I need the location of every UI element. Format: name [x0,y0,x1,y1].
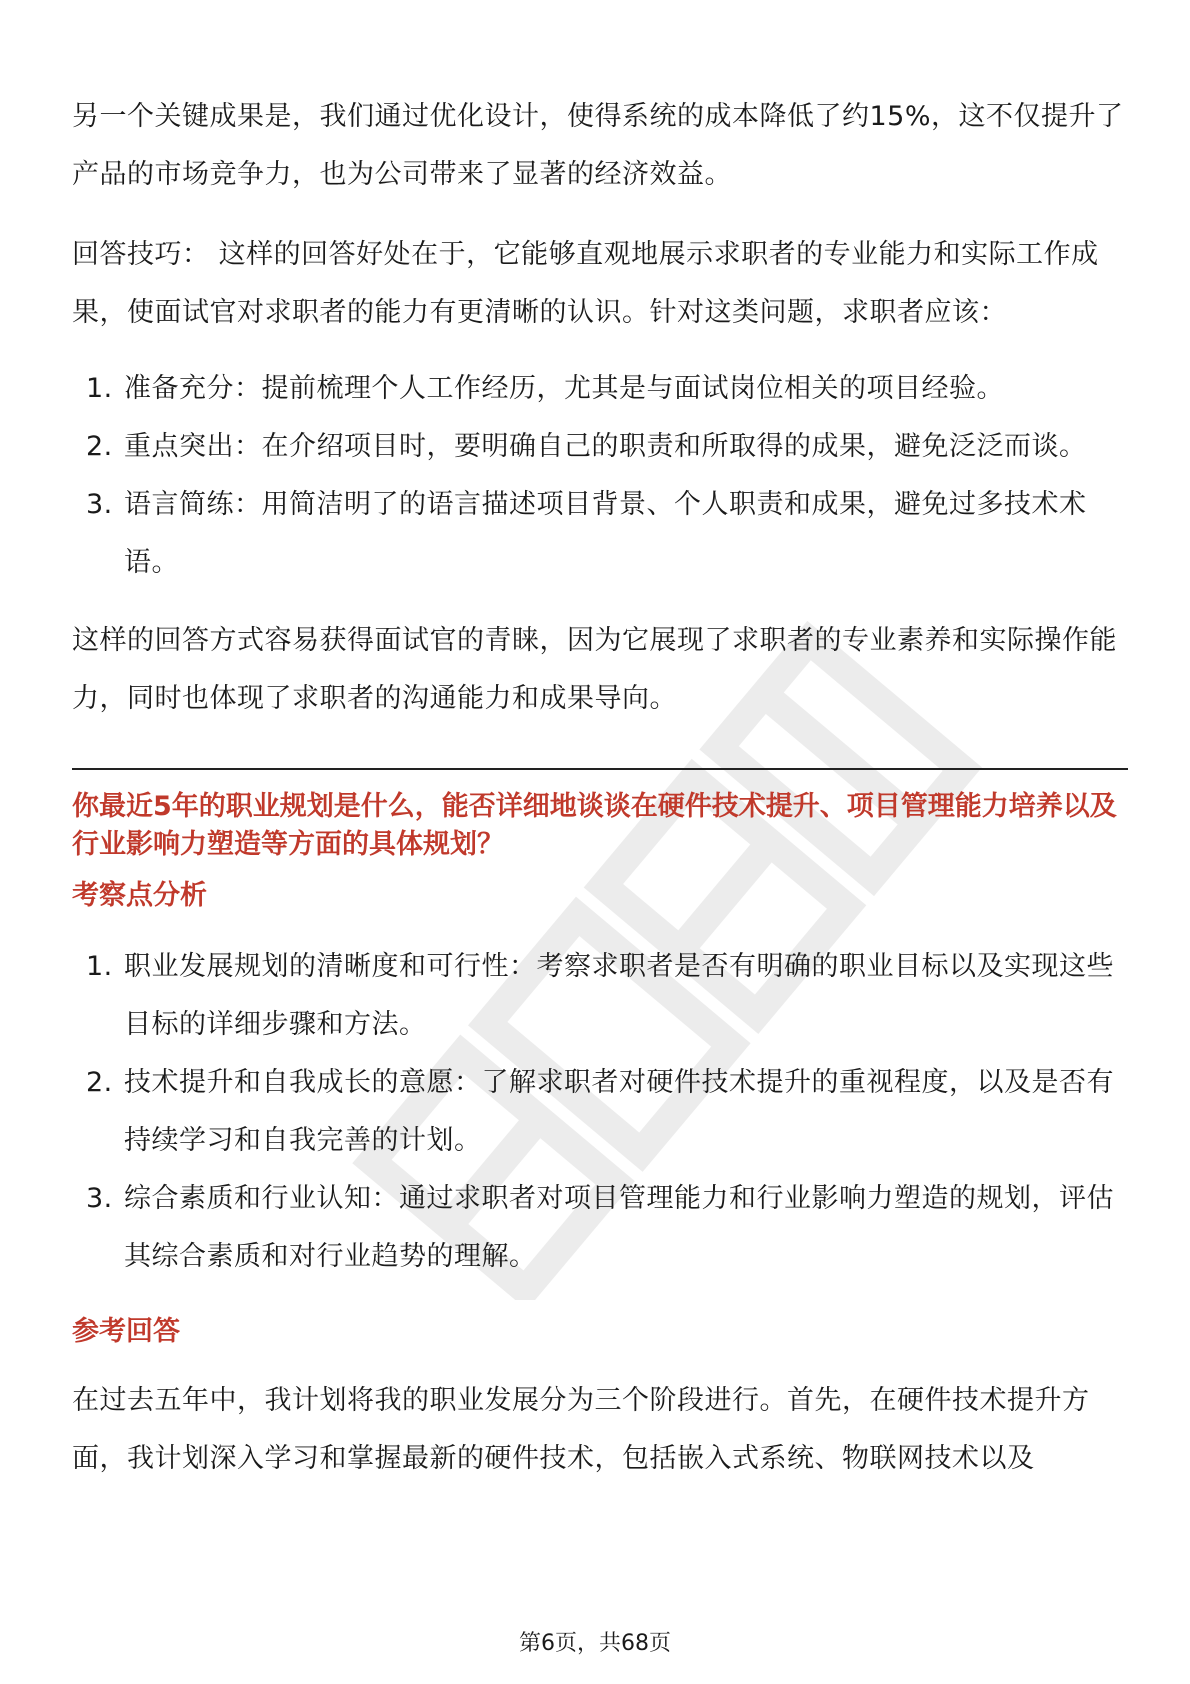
list-item [72,476,1128,592]
page-number: 第6页，共68页 [519,1631,671,1656]
paragraph-summary: 这样的回答方式容易获得面试官的青睐，因为它展现了求职者的专业素养和实际操作能力，同时也体现了求职者的沟通能力和成果导向。 [72,625,1117,714]
list-item [72,1170,1128,1286]
list-text: 重点突出：在介绍项目时，要明确自己的职责和所取得的成果，避免泛泛而谈。 [124,431,1087,462]
list-text: 技术提升和自我成长的意愿：了解求职者对硬件技术提升的重视程度，以及是否有持续学习和自我完善的计划。 [124,1067,1114,1156]
paragraph-cost-result: 另一个关键成果是，我们通过优化设计，使得系统的成本降低了约15%，这不仅提升了产品的市场竞争力，也为公司带来了显著的经济效益。 [72,101,1124,190]
paragraph-reference-answer: 在过去五年中，我计划将我的职业发展分为三个阶段进行。首先，在硬件技术提升方面，我计划深入学习和掌握最新的硬件技术，包括嵌入式系统、物联网技术以及 [72,1385,1090,1474]
list-number: 2. [86,431,113,462]
list-number: 1. [86,373,113,404]
analysis-heading: 考察点分析 [72,880,207,911]
list-text: 综合素质和行业认知：通过求职者对项目管理能力和行业影响力塑造的规划，评估其综合素质和对行业趋势的理解。 [124,1183,1114,1272]
list-item [72,418,1128,476]
list-number: 3. [86,489,113,520]
answer-heading: 参考回答 [72,1316,180,1347]
paragraph-answer-tips: 回答技巧： 这样的回答好处在于，它能够直观地展示求职者的专业能力和实际工作成果，使面试官对求职者的能力有更清晰的认识。针对这类问题，求职者应该： [72,239,1099,328]
list-item [72,1054,1128,1170]
list-number: 1. [86,951,113,982]
list-item [72,360,1128,418]
list-item [72,938,1128,1054]
list-text: 语言简练：用简洁明了的语言描述项目背景、个人职责和成果，避免过多技术术语。 [124,489,1087,578]
list-text: 准备充分：提前梳理个人工作经历，尤其是与面试岗位相关的项目经验。 [124,373,1004,404]
analysis-list [72,938,1128,1286]
list-number: 2. [86,1067,113,1098]
section-divider [72,768,1128,770]
list-number: 3. [86,1183,113,1214]
tips-list [72,360,1128,592]
list-text: 职业发展规划的清晰度和可行性：考察求职者是否有明确的职业目标以及实现这些目标的详细步骤和方法。 [124,951,1114,1040]
document-body [72,88,1128,1488]
question-heading: 你最近5年的职业规划是什么，能否详细地谈谈在硬件技术提升、项目管理能力培养以及行业影响力塑造等方面的具体规划？ [72,791,1117,860]
